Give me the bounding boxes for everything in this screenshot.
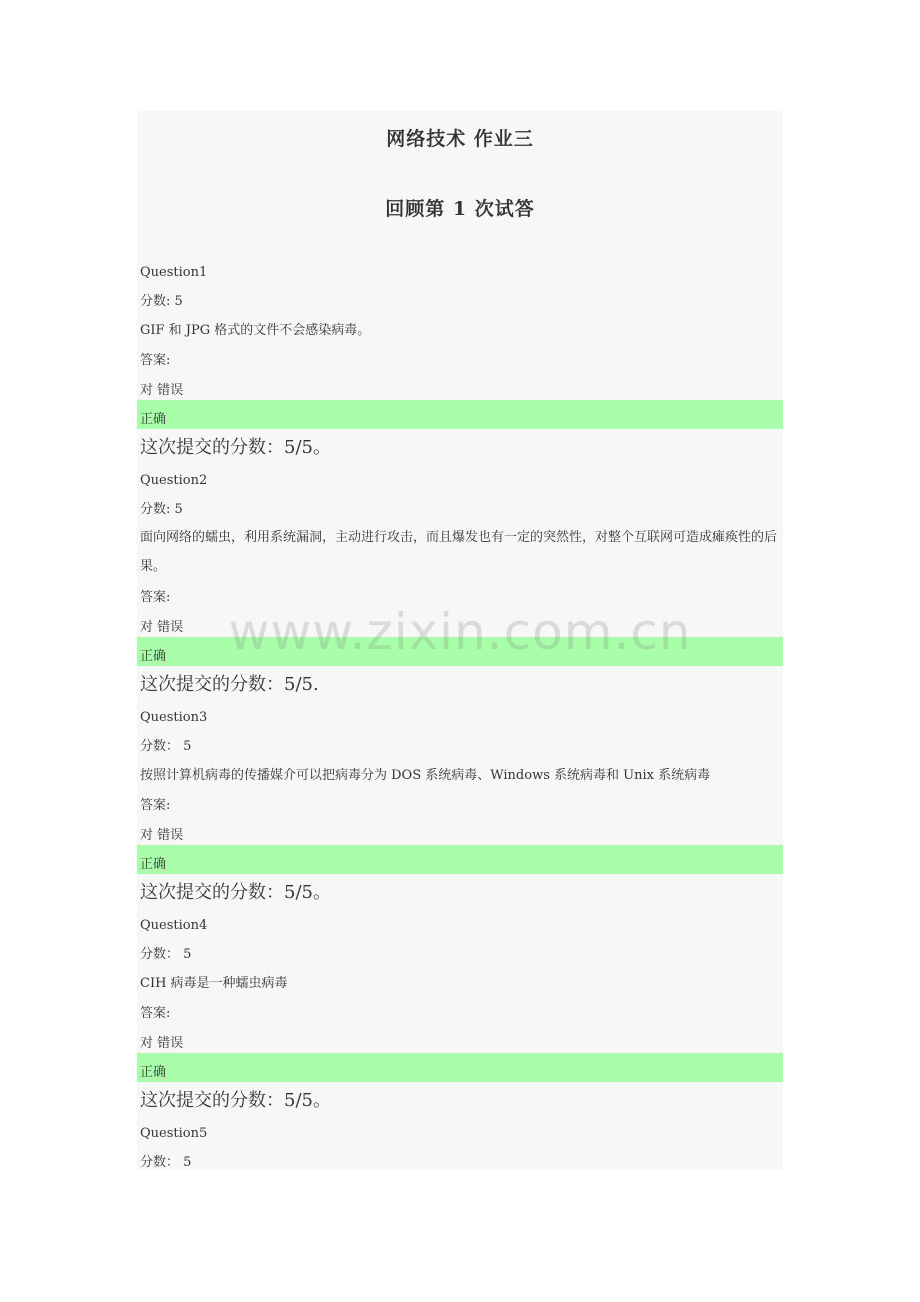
answer-options: 对 错误 — [140, 828, 184, 843]
answer-options: 对 错误 — [140, 383, 184, 398]
answer-label: 答案: — [140, 1006, 171, 1021]
result-correct-bar — [137, 1053, 783, 1082]
answer-options: 对 错误 — [140, 620, 184, 635]
question-score: 分数： 5 — [140, 1155, 192, 1170]
document-title: 网络技术 作业三 — [386, 128, 534, 150]
answer-label: 答案: — [140, 590, 171, 605]
watermark: www.zixin.com.cn — [228, 603, 692, 661]
submission-score: 这次提交的分数：5/5。 — [140, 882, 331, 903]
question-score: 分数: 5 — [140, 502, 183, 517]
result-label: 正确 — [140, 412, 167, 427]
question-label: Question5 — [140, 1126, 208, 1141]
answer-label: 答案: — [140, 353, 171, 368]
document-page — [137, 111, 783, 1170]
question-text: CIH 病毒是一种蠕虫病毒 — [140, 976, 288, 991]
result-correct-bar — [137, 400, 783, 429]
submission-score: 这次提交的分数：5/5。 — [140, 437, 331, 458]
question-score: 分数： 5 — [140, 739, 192, 754]
question-label: Question2 — [140, 473, 208, 488]
result-correct-bar — [137, 637, 783, 666]
question-score: 分数： 5 — [140, 947, 192, 962]
result-correct-bar — [137, 845, 783, 874]
question-text: 面向网络的蠕虫，利用系统漏洞，主动进行攻击，而且爆发也有一定的突然性，对整个互联网可造成瘫痪性的后果。 — [140, 530, 778, 574]
answer-options: 对 错误 — [140, 1036, 184, 1051]
question-text: GIF 和 JPG 格式的文件不会感染病毒。 — [140, 323, 371, 338]
attempt-review-heading: 回顾第 1 次试答 — [385, 198, 535, 220]
result-label: 正确 — [140, 1065, 167, 1080]
result-label: 正确 — [140, 857, 167, 872]
question-label: Question1 — [140, 265, 208, 280]
submission-score: 这次提交的分数：5/5。 — [140, 1090, 331, 1111]
question-label: Question4 — [140, 918, 208, 933]
question-label: Question3 — [140, 710, 208, 725]
question-score: 分数: 5 — [140, 294, 183, 309]
result-label: 正确 — [140, 649, 167, 664]
question-text: 按照计算机病毒的传播媒介可以把病毒分为 DOS 系统病毒、Windows 系统病毒和 Unix 系统病毒 — [140, 768, 711, 783]
submission-score: 这次提交的分数：5/5. — [140, 674, 319, 695]
answer-label: 答案: — [140, 798, 171, 813]
